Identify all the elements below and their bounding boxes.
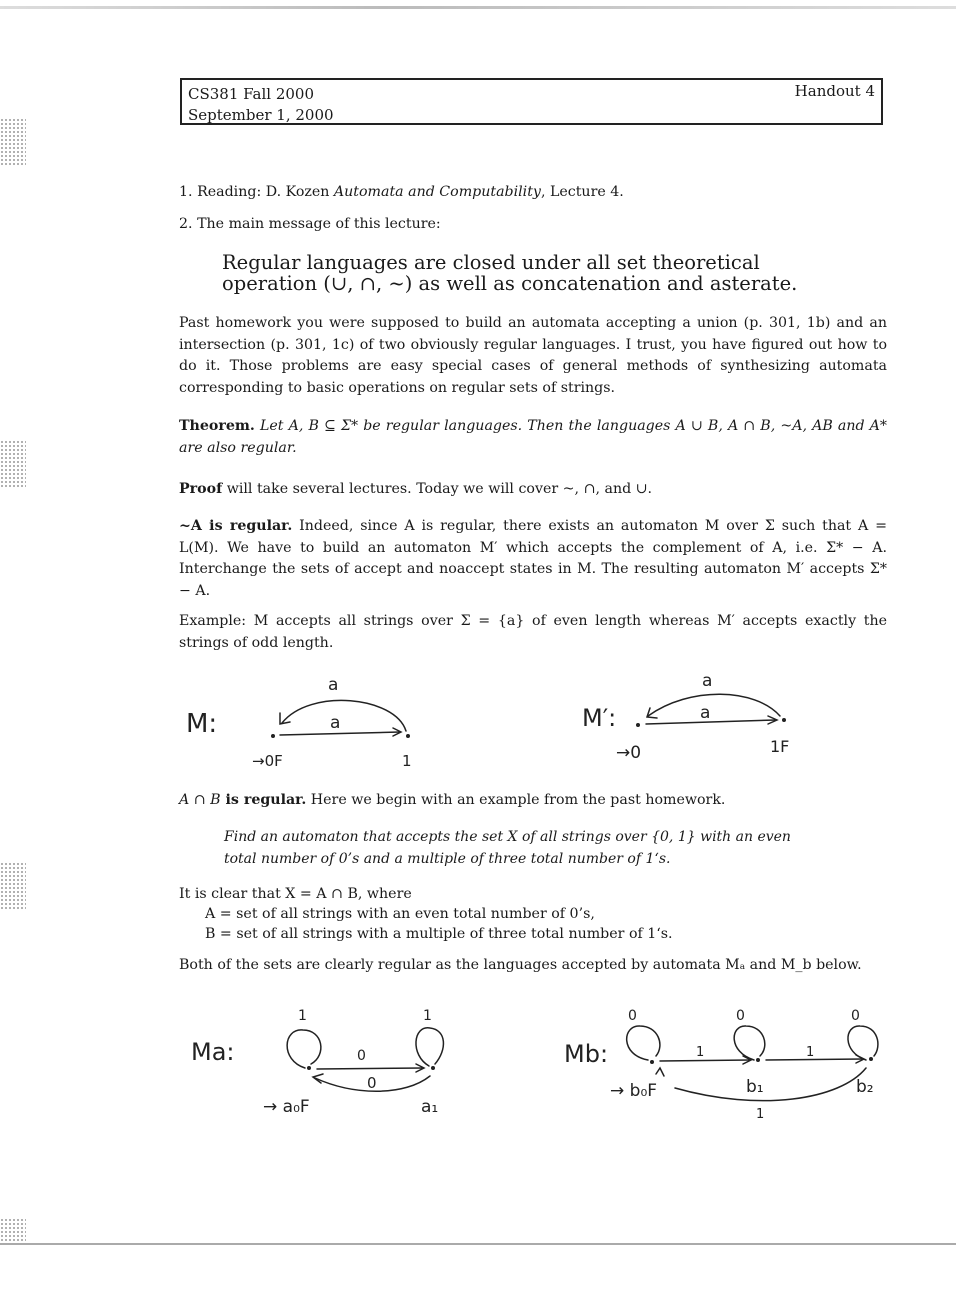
main-message <box>222 252 862 294</box>
complement-text: Indeed, since A is regular, there exists an automaton M over Σ such that A = L(M). We have to build an automaton M′ which accepts the complement of A, i.e. Σ* − A. Interchange the sets of accept and noaccept states in M. The resulting automaton M′ accepts Σ* − A. <box>179 518 887 599</box>
self-loop-a1 <box>416 1028 443 1066</box>
proof-label: Proof <box>179 481 223 497</box>
edge-label-back: 0 <box>367 1074 377 1092</box>
scan-edge-top <box>0 6 956 9</box>
edge-b1-to-b2 <box>766 1059 863 1060</box>
scan-edge-bottom <box>0 1243 956 1245</box>
handout-number: Handout 4 <box>794 82 875 100</box>
list-item-message <box>179 214 887 236</box>
state-b0 <box>650 1060 654 1064</box>
edge-b0-to-b1 <box>660 1060 750 1061</box>
both-paragraph: Both of the sets are clearly regular as the languages accepted by automata Mₐ and M_b below. <box>179 957 862 973</box>
automaton-M-label: M: <box>186 709 218 739</box>
edge-label-top: a <box>328 675 339 695</box>
book-title: Automata and Computability <box>333 184 541 200</box>
complement-paragraph <box>179 516 887 602</box>
edge-label-mid: a <box>330 713 341 733</box>
edge-label-b0-b1: 1 <box>696 1045 705 1060</box>
edge-label-fwd: 0 <box>357 1048 366 1064</box>
state-0-label: →0F <box>252 752 283 770</box>
automaton-Mprime-diagram <box>580 668 810 773</box>
state-0 <box>271 734 275 738</box>
arrowhead-icon <box>280 713 290 724</box>
loop-label-1: 0 <box>736 1008 745 1024</box>
loop-label-2: 0 <box>851 1008 860 1024</box>
problem-statement <box>224 826 864 870</box>
proof-paragraph <box>179 479 887 501</box>
handout-date: September 1, 2000 <box>188 106 334 124</box>
state-b0-label: → b₀F <box>610 1081 658 1101</box>
arrowhead-icon <box>656 1068 664 1076</box>
state-1 <box>782 718 786 722</box>
state-b2 <box>869 1057 873 1061</box>
state-b2-label: b₂ <box>856 1077 874 1097</box>
state-1-label: 1 <box>402 752 412 770</box>
self-loop-b0 <box>627 1026 660 1060</box>
edge-0-to-1 <box>646 720 776 724</box>
set-B-definition: B = set of all strings with a multiple of three total number of 1‘s. <box>205 926 673 942</box>
punch-hole-mark <box>0 1218 26 1242</box>
intersection-label: is regular. <box>220 792 307 808</box>
automaton-Mb-diagram <box>560 1000 900 1125</box>
state-0-label: →0 <box>616 743 642 763</box>
homework-paragraph: Past homework you were supposed to build an automata accepting a union (p. 301, 1b) and an intersection (p. 301, 1c) of two obviously regular languages. I trust, you have figured out how to do it. Those problems are easy special cases of general methods of synthesizing automata corresponding to basic operations on regular sets of strings. <box>179 315 887 396</box>
self-loop-a0 <box>287 1030 321 1068</box>
self-loop-b1 <box>734 1026 765 1060</box>
state-b1-label: b₁ <box>746 1077 764 1097</box>
state-b1 <box>756 1058 760 1062</box>
example-paragraph: Example: M accepts all strings over Σ = {a} of even length whereas M′ accepts exactly the strings of odd length. <box>179 613 887 651</box>
intersection-paragraph <box>179 790 887 812</box>
state-a0-label: → a₀F <box>263 1097 310 1117</box>
handout-header <box>180 78 883 125</box>
theorem-paragraph <box>179 416 887 459</box>
theorem-text: Let A, B ⊆ Σ* be regular languages. Then the languages A ∪ B, A ∩ B, ~A, AB and A* are also regular. <box>179 418 887 456</box>
automaton-Mprime-label: M′: <box>582 704 617 732</box>
loop-label-0: 0 <box>628 1008 637 1024</box>
punch-hole-mark <box>0 440 26 488</box>
main-message-line: operation (∪, ∩, ~) as well as concatenation and asterate. <box>222 272 798 295</box>
list-number: 1. <box>179 184 193 200</box>
punch-hole-mark <box>0 118 26 166</box>
main-message-line: Regular languages are closed under all set theoretical <box>222 251 760 274</box>
punch-hole-mark <box>0 862 26 910</box>
intersection-math: A ∩ B <box>179 792 221 808</box>
state-a0 <box>307 1066 311 1070</box>
course-title: CS381 Fall 2000 <box>188 85 315 103</box>
loop-label-1: 1 <box>423 1008 432 1024</box>
set-A-definition: A = set of all strings with an even total number of 0’s, <box>205 906 595 922</box>
edge-label-b2-b0: 1 <box>756 1107 765 1122</box>
edge-a0-to-a1 <box>317 1068 423 1069</box>
list-number: 2. <box>179 216 193 232</box>
problem-line: Find an automaton that accepts the set X of all strings over {0, 1} with an even <box>224 829 791 845</box>
clear-line: It is clear that X = A ∩ B, where <box>179 886 412 902</box>
automaton-Mb-label: Mb: <box>564 1040 609 1068</box>
complement-label: ~A is regular. <box>179 518 293 534</box>
edge-label-top: a <box>702 671 713 691</box>
edge-1-to-0 <box>282 700 406 731</box>
edge-1-to-0 <box>648 694 780 716</box>
automaton-M-diagram <box>180 668 420 773</box>
edge-label-mid: a <box>700 703 711 723</box>
automaton-Ma-label: Ma: <box>191 1038 235 1066</box>
reading-lecture: , Lecture 4. <box>540 184 624 200</box>
state-a1 <box>431 1066 435 1070</box>
reading-text: Reading: D. Kozen <box>197 184 334 200</box>
state-1-label: 1F <box>770 737 790 756</box>
message-intro: The main message of this lecture: <box>197 216 441 232</box>
state-0 <box>636 723 640 727</box>
loop-label-0: 1 <box>298 1008 307 1024</box>
state-1 <box>406 734 410 738</box>
intersection-text: Here we begin with an example from the past homework. <box>306 792 726 808</box>
proof-text: will take several lectures. Today we will cover ~, ∩, and ∪. <box>222 481 653 497</box>
edge-label-b1-b2: 1 <box>806 1045 815 1060</box>
automaton-Ma-diagram <box>185 1000 465 1120</box>
edge-b2-to-b0 <box>675 1068 866 1101</box>
state-a1-label: a₁ <box>421 1097 439 1117</box>
list-item-reading <box>179 182 887 204</box>
theorem-label: Theorem. <box>179 418 255 434</box>
problem-line: total number of 0’s and a multiple of three total number of 1‘s. <box>224 851 671 867</box>
self-loop-b2 <box>848 1026 878 1060</box>
